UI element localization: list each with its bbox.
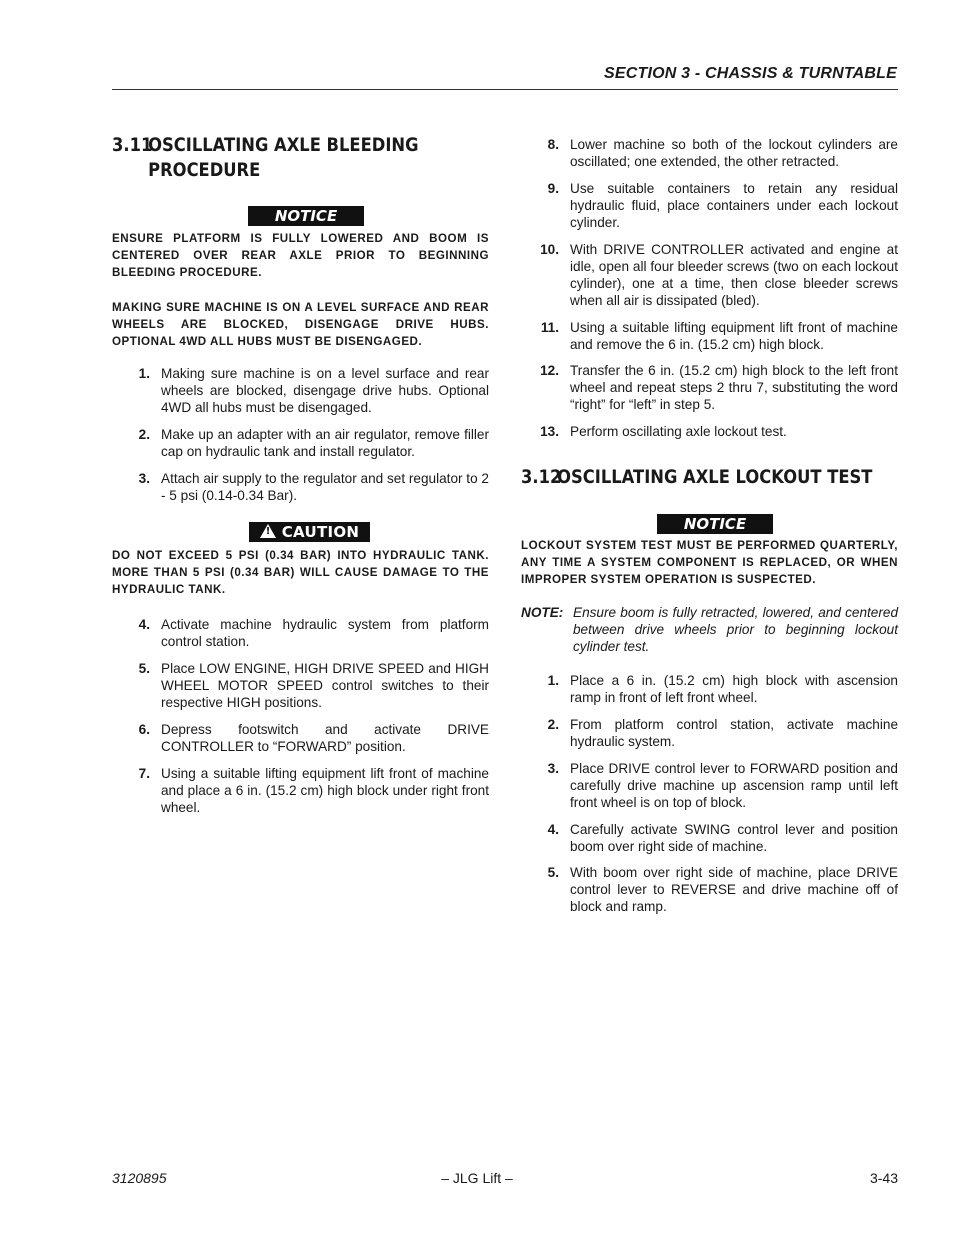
step-number: 5.: [138, 661, 150, 676]
caution-text: DO NOT EXCEED 5 PSI (0.34 BAR) INTO HYDRAULIC TANK. MORE THAN 5 PSI (0.34 BAR) WILL CAUSE DAMAGE TO THE HYDRAULIC TANK.: [112, 549, 489, 596]
step-item: [112, 616, 489, 650]
notice-paragraph-2: MAKING SURE MACHINE IS ON A LEVEL SURFACE AND REAR WHEELS ARE BLOCKED, DISENGAGE DRIVE HUBS. OPTIONAL 4WD ALL HUBS MUST BE DISENGAGED.: [112, 301, 489, 348]
section-3-12-heading: [521, 465, 899, 490]
step-item: [521, 716, 898, 750]
section-header-title: SECTION 3 - CHASSIS & TURNTABLE: [603, 65, 897, 82]
step-text: Carefully activate SWING control lever and position boom over right side of machine.: [570, 822, 898, 854]
step-number: 2.: [547, 717, 559, 732]
step-number: 3.: [138, 471, 150, 486]
step-item: [112, 470, 489, 504]
step-text: Place a 6 in. (15.2 cm) high block with ascension ramp in front of left front wheel.: [570, 673, 898, 705]
step-text: Perform oscillating axle lockout test.: [570, 424, 787, 439]
step-text: Activate machine hydraulic system from platform control station.: [161, 617, 489, 649]
step-number: 4.: [138, 617, 150, 632]
step-number: 12.: [540, 363, 559, 378]
step-text: Place DRIVE control lever to FORWARD position and carefully drive machine up ascension ramp until left front wheel is on top of block.: [570, 761, 898, 810]
notice-badge: NOTICE: [248, 206, 364, 226]
caution-label: CAUTION: [281, 523, 360, 541]
footer-page-number: 3-43: [869, 1170, 898, 1186]
step-number: 3.: [547, 761, 559, 776]
step-text: Place LOW ENGINE, HIGH DRIVE SPEED and HIGH WHEEL MOTOR SPEED control switches to their respective HIGH positions.: [161, 661, 489, 710]
step-item: [521, 362, 898, 413]
step-item: [521, 180, 898, 231]
step-text: With DRIVE CONTROLLER activated and engine at idle, open all four bleeder screws (two on each lockout cylinder), one at a time, then close bleeder screws when all air is dissipated (bled).: [570, 242, 898, 308]
step-text: Make up an adapter with an air regulator, remove filler cap on hydraulic tank and install regulator.: [161, 427, 489, 459]
footer-doc-number: 3120895: [112, 1170, 167, 1186]
step-number: 6.: [138, 722, 150, 737]
section-title-line1: OSCILLATING AXLE BLEEDING: [148, 134, 419, 156]
step-number: 2.: [138, 427, 150, 442]
step-text: Depress footswitch and activate DRIVE CONTROLLER to “FORWARD” position.: [161, 722, 489, 754]
step-text: Using a suitable lifting equipment lift front of machine and remove the 6 in. (15.2 cm) high block.: [570, 320, 898, 352]
note-block: [521, 604, 898, 655]
step-item: [112, 721, 489, 755]
step-item: [112, 765, 489, 816]
notice-badge: NOTICE: [657, 514, 773, 534]
step-item: [521, 319, 898, 353]
note-label: NOTE:: [521, 605, 564, 620]
notice-paragraph-1: ENSURE PLATFORM IS FULLY LOWERED AND BOOM IS CENTERED OVER REAR AXLE PRIOR TO BEGINNING BLEEDING PROCEDURE.: [112, 232, 489, 279]
step-number: 1.: [138, 366, 150, 381]
warning-triangle-icon: !: [260, 524, 276, 538]
step-item: [521, 423, 898, 440]
section-number: 3.11: [112, 134, 153, 156]
section-title: OSCILLATING AXLE LOCKOUT TEST: [557, 466, 873, 488]
step-item: [112, 660, 489, 711]
step-item: [521, 241, 898, 309]
step-number: 9.: [547, 181, 559, 196]
step-item: [521, 136, 898, 170]
step-text: Attach air supply to the regulator and set regulator to 2 - 5 psi (0.14-0.34 Bar).: [161, 471, 489, 503]
caution-badge: [249, 522, 370, 542]
step-item: [521, 864, 898, 915]
note-text: Ensure boom is fully retracted, lowered, and centered between drive wheels prior to beginning lockout cylinder test.: [573, 605, 898, 654]
step-text: Using a suitable lifting equipment lift front of machine and place a 6 in. (15.2 cm) high block under right front wheel.: [161, 766, 489, 815]
step-number: 7.: [138, 766, 150, 781]
step-number: 5.: [547, 865, 559, 880]
header-rule: [112, 89, 898, 90]
step-item: [112, 365, 489, 416]
step-number: 13.: [540, 424, 559, 439]
step-number: 1.: [547, 673, 559, 688]
step-item: [521, 672, 898, 706]
step-text: Lower machine so both of the lockout cylinders are oscillated; one extended, the other retracted.: [570, 137, 898, 169]
section-number: 3.12: [521, 466, 562, 488]
step-text: Transfer the 6 in. (15.2 cm) high block to the left front wheel and repeat steps 2 thru 7, substituting the word “right” for “left” in step 5.: [570, 363, 898, 412]
step-text: Use suitable containers to retain any residual hydraulic fluid, place containers under each lockout cylinder.: [570, 181, 898, 230]
step-text: With boom over right side of machine, place DRIVE control lever to REVERSE and drive machine off of block and ramp.: [570, 865, 898, 914]
step-number: 4.: [547, 822, 559, 837]
step-number: 10.: [540, 242, 559, 257]
step-number: 8.: [547, 137, 559, 152]
step-item: [112, 426, 489, 460]
step-text: From platform control station, activate machine hydraulic system.: [570, 717, 898, 749]
notice-text: LOCKOUT SYSTEM TEST MUST BE PERFORMED QUARTERLY, ANY TIME A SYSTEM COMPONENT IS REPLACED, OR WHEN IMPROPER SYSTEM OPERATION IS SUSPECTED.: [521, 539, 898, 586]
footer-center-text: – JLG Lift –: [441, 1170, 513, 1186]
step-text: Making sure machine is on a level surface and rear wheels are blocked, disengage drive hubs. Optional 4WD all hubs must be disengaged.: [161, 366, 489, 415]
step-number: 11.: [540, 320, 559, 335]
section-3-11-heading: [112, 133, 490, 183]
step-item: [521, 821, 898, 855]
section-title-line2: PROCEDURE: [148, 159, 261, 181]
step-item: [521, 760, 898, 811]
